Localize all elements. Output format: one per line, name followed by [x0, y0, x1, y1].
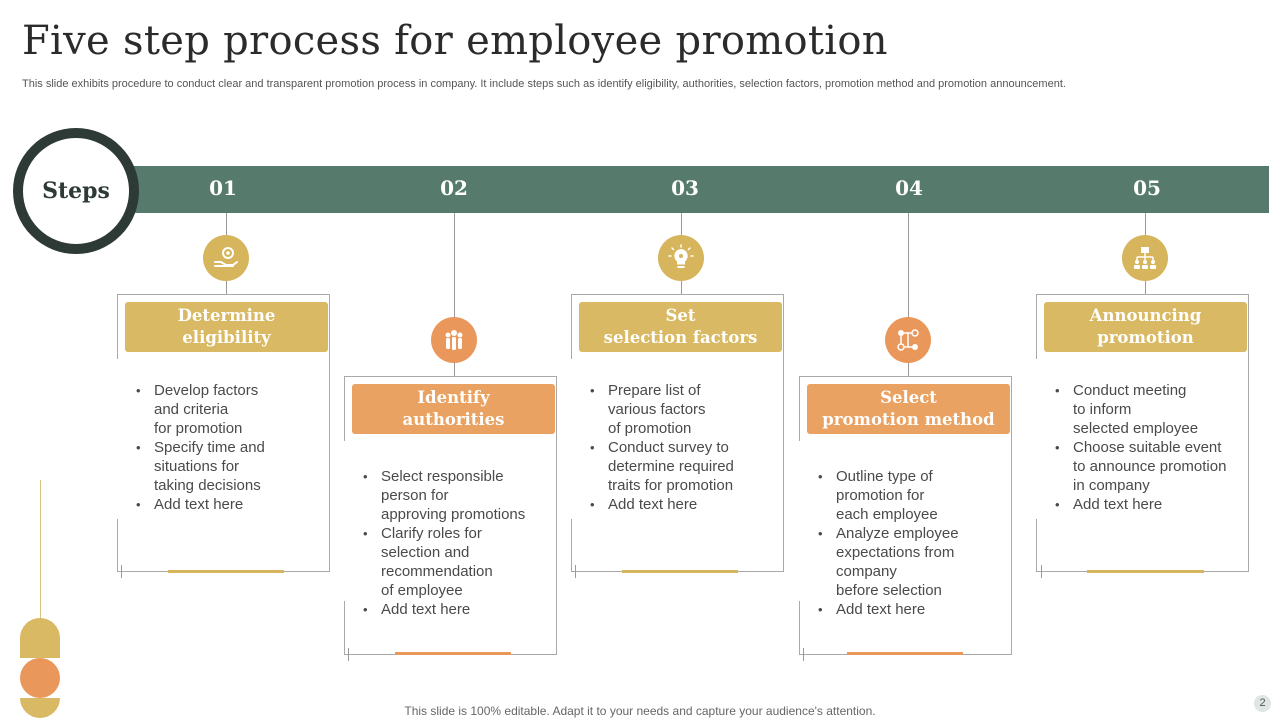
bullet-item: • Select responsible person for approving promotions [361, 467, 551, 524]
card-gap [798, 441, 806, 601]
bullet-item: • Develop factors and criteria for promotion [134, 381, 324, 438]
step-number-3: 03 [671, 176, 699, 200]
bullet-item: • Add text here [1053, 495, 1243, 514]
step-card-5 [1036, 294, 1249, 572]
baseline-tick [1041, 565, 1042, 578]
decorative-shape [20, 658, 60, 698]
card-gap [116, 359, 124, 519]
accent-bar [622, 570, 738, 573]
org-chart-icon [1122, 235, 1168, 281]
page-subtitle: This slide exhibits procedure to conduct clear and transparent promotion process in company. It include steps such as identify eligibility, authorities, selection factors, promotion method and promotion announcement. [22, 78, 1066, 90]
card-gap [1035, 359, 1043, 519]
step-number-1: 01 [209, 176, 237, 200]
step-label: Select promotion method [807, 384, 1010, 434]
step-number-4: 04 [895, 176, 923, 200]
bullet-item: • Add text here [816, 600, 1006, 619]
step-label: Set selection factors [579, 302, 782, 352]
bullet-item: • Conduct survey to determine required traits for promotion [588, 438, 778, 495]
card-gap [570, 359, 578, 519]
bullet-item: • Outline type of promotion for each employee [816, 467, 1006, 524]
step-bullets [816, 467, 1006, 619]
step-bullets [588, 381, 778, 514]
bullet-item: • Choose suitable event to announce promotion in company [1053, 438, 1243, 495]
accent-bar [1087, 570, 1204, 573]
baseline-tick [575, 565, 576, 578]
bullet-item: • Clarify roles for selection and recommendation of employee [361, 524, 551, 600]
step-label: Announcing promotion [1044, 302, 1247, 352]
baseline-tick [803, 648, 804, 661]
baseline-tick [348, 648, 349, 661]
step-bullets [1053, 381, 1243, 514]
step-bullets [134, 381, 324, 514]
bullet-item: • Add text here [134, 495, 324, 514]
step-card-2 [344, 376, 557, 655]
footer-note: This slide is 100% editable. Adapt it to your needs and capture your audience's attention. [404, 704, 876, 718]
step-number-5: 05 [1133, 176, 1161, 200]
bullet-item: • Specify time and situations for taking decisions [134, 438, 324, 495]
accent-bar [847, 652, 963, 655]
lightbulb-gear-icon [658, 235, 704, 281]
accent-bar [395, 652, 511, 655]
step-card-3 [571, 294, 784, 572]
hand-gear-icon [203, 235, 249, 281]
steps-label: Steps [42, 178, 110, 204]
step-card-4 [799, 376, 1012, 655]
steps-circle [13, 128, 139, 254]
page-number: 2 [1254, 695, 1271, 712]
step-label: Determine eligibility [125, 302, 328, 352]
workflow-icon [885, 317, 931, 363]
bullet-item: • Conduct meeting to inform selected employee [1053, 381, 1243, 438]
team-icon [431, 317, 477, 363]
step-bullets [361, 467, 551, 619]
bullet-item: • Add text here [588, 495, 778, 514]
decorative-line [40, 480, 41, 620]
step-label: Identify authorities [352, 384, 555, 434]
accent-bar [168, 570, 284, 573]
bullet-item: • Prepare list of various factors of promotion [588, 381, 778, 438]
baseline-tick [121, 565, 122, 578]
bullet-item: • Analyze employee expectations from company before selection [816, 524, 1006, 600]
card-gap [343, 441, 351, 601]
decorative-shape [20, 618, 60, 658]
step-number-2: 02 [440, 176, 468, 200]
step-card-1 [117, 294, 330, 572]
bullet-item: • Add text here [361, 600, 551, 619]
page-title: Five step process for employee promotion [22, 18, 888, 64]
